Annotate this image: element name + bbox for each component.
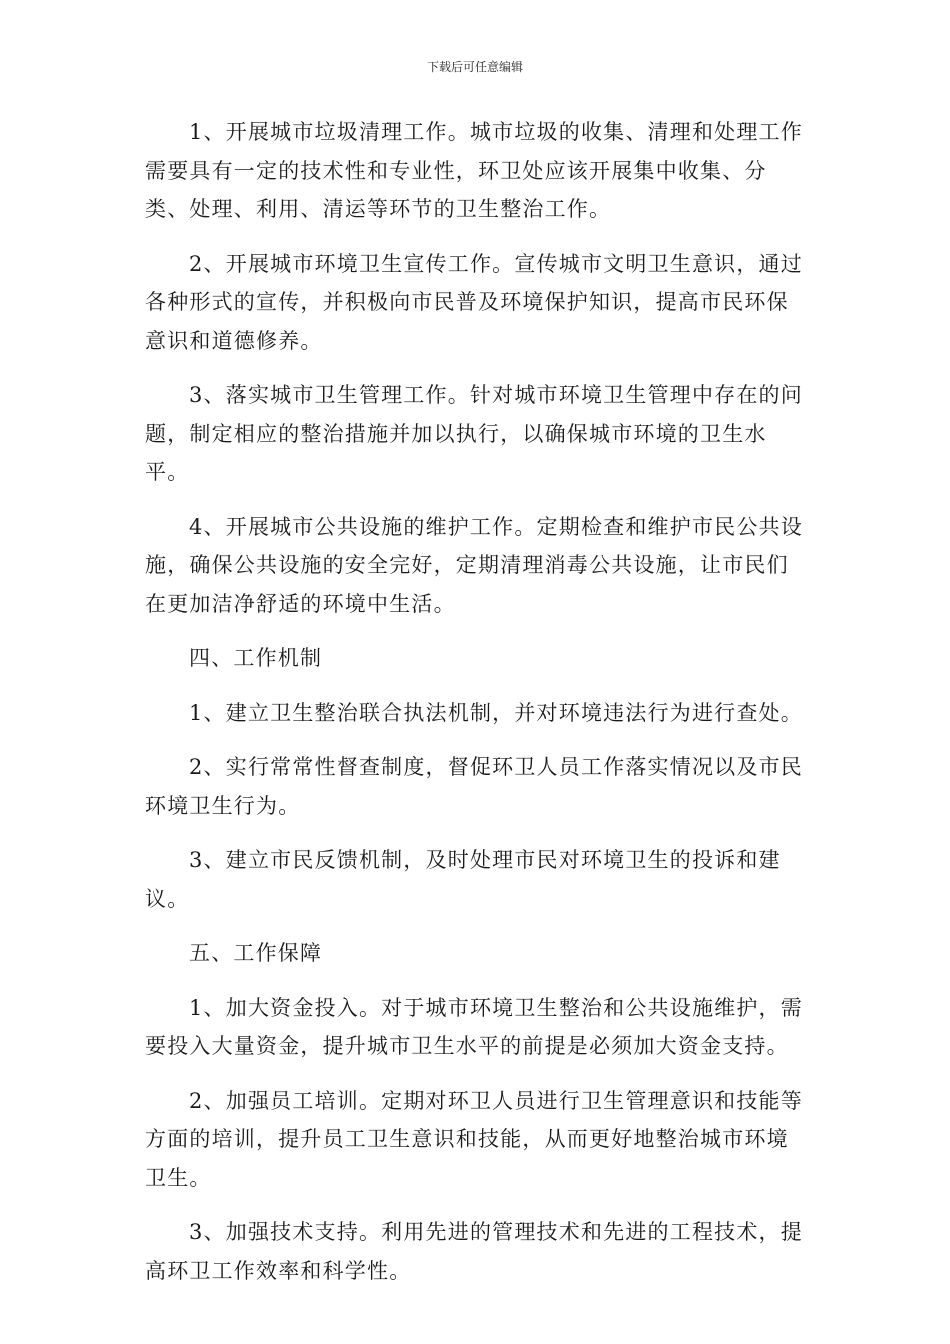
paragraph-task-2: 2、开展城市环境卫生宣传工作。宣传城市文明卫生意识，通过各种形式的宣传，并积极向市民普及环境保护知识，提高市民环保意识和道德修养。 — [145, 251, 803, 353]
paragraph-task-1: 1、开展城市垃圾清理工作。城市垃圾的收集、清理和处理工作需要具有一定的技术性和专业性，环卫处应该开展集中收集、分类、处理、利用、清运等环节的卫生整治工作。 — [145, 120, 803, 221]
section-heading-guarantee: 五、工作保障 — [189, 941, 323, 965]
paragraph-guarantee-1: 1、加大资金投入。对于城市环境卫生整治和公共设施维护，需要投入大量资金，提升城市卫生水平的前提是必须加大资金支持。 — [145, 995, 803, 1058]
paragraph-task-4: 4、开展城市公共设施的维护工作。定期检查和维护市民公共设施，确保公共设施的安全完好，定期清理消毒公共设施，让市民们在更加洁净舒适的环境中生活。 — [145, 514, 803, 616]
paragraph-guarantee-2: 2、加强员工培训。定期对环卫人员进行卫生管理意识和技能等方面的培训，提升员工卫生意识和技能，从而更好地整治城市环境卫生。 — [145, 1088, 803, 1190]
paragraph-mechanism-2: 2、实行常常性督查制度，督促环卫人员工作落实情况以及市民环境卫生行为。 — [145, 755, 803, 818]
document-body — [145, 113, 809, 1306]
paragraph-mechanism-3: 3、建立市民反馈机制，及时处理市民对环境卫生的投诉和建议。 — [145, 848, 781, 911]
paragraph-mechanism-1: 1、建立卫生整治联合执法机制，并对环境违法行为进行查处。 — [189, 700, 803, 725]
paragraph-guarantee-3: 3、加强技术支持。利用先进的管理技术和先进的工程技术，提高环卫工作效率和科学性。 — [145, 1220, 803, 1283]
page-header-watermark: 下载后可任意编辑 — [426, 60, 523, 74]
paragraph-task-3: 3、落实城市卫生管理工作。针对城市环境卫生管理中存在的问题，制定相应的整治措施并加以执行，以确保城市环境的卫生水平。 — [145, 383, 803, 484]
section-heading-mechanism: 四、工作机制 — [189, 646, 323, 670]
